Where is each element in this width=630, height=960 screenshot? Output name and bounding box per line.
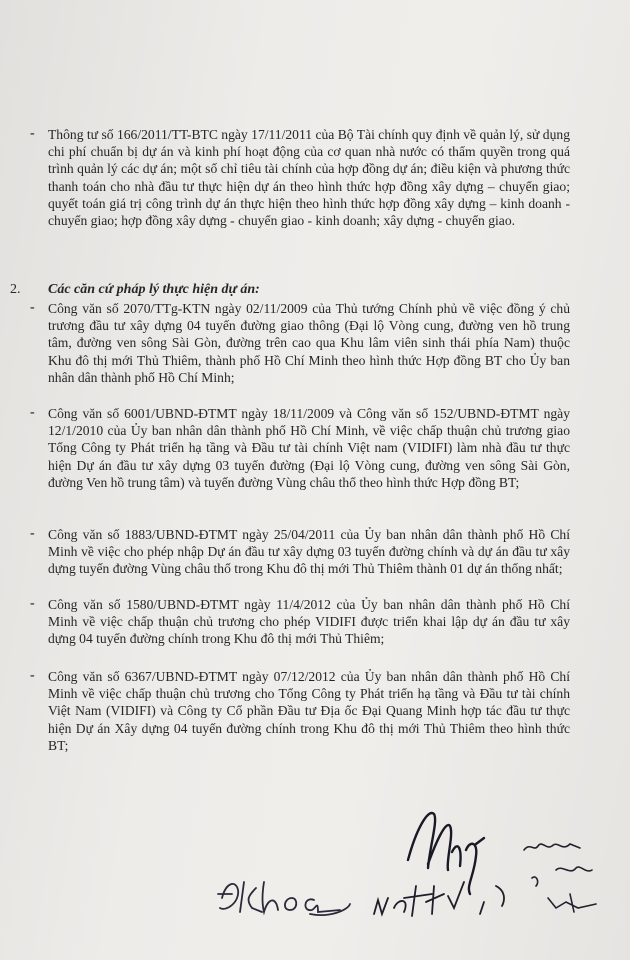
legal-basis-item: Công văn số 6001/UBND-ĐTMT ngày 18/11/2009 và Công văn số 152/UBND-ĐTMT ngày 12/1/2010 của Ủy ban nhân dân thành phố Hồ Chí Minh, về việc chấp thuận chủ trương giao Tổng Công ty Phát triển hạ tầng và Đầu tư tài chính Việt nam (VIDIFI) làm nhà đầu tư thực hiện Dự án đầu tư xây dựng 03 tuyến đường (Đại lộ Vòng cung, đường ven sông Sài Gòn, đường Ven hồ trung tâm) và tuyến đường Vùng châu thổ theo hình thức Hợp đồng BT; bbox=[48, 406, 570, 490]
circular-166-paragraph: Thông tư số 166/2011/TT-BTC ngày 17/11/2011 của Bộ Tài chính quy định về quản lý, sử dụng chi phí chuẩn bị dự án và kinh phí hoạt động của cơ quan nhà nước có thẩm quyền trong quá trình quản lý các dự án; một số chỉ tiêu tài chính của hợp đồng dự án; điều kiện và phương thức thanh toán cho nhà đầu tư thực hiện dự án theo hình thức hợp đồng xây dựng – chuyển giao; quyết toán giá trị công trình dự án thực hiện theo hình thức hợp đồng xây dựng – kinh doanh - chuyển giao; hợp đồng xây dựng - chuyển giao - kinh doanh; xây dựng - chuyển giao. bbox=[48, 127, 570, 229]
bullet-dash: - bbox=[30, 526, 35, 541]
bullet-dash: - bbox=[30, 300, 35, 315]
bullet-dash: - bbox=[30, 405, 35, 420]
signatures-area bbox=[0, 790, 630, 960]
signature-centre bbox=[374, 882, 504, 916]
bullet-dash: - bbox=[30, 126, 35, 141]
bullet-dash: - bbox=[30, 596, 35, 611]
signature-khoa bbox=[218, 882, 350, 915]
section-heading: Các căn cứ pháp lý thực hiện dự án: bbox=[48, 282, 260, 297]
bullet-dash: - bbox=[30, 668, 35, 683]
section-number: 2. bbox=[10, 282, 21, 297]
legal-basis-item: Công văn số 2070/TTg-KTN ngày 02/11/2009 của Thủ tướng Chính phủ về việc đồng ý chủ trương đầu tư xây dựng 04 tuyến đường giao thông (Đại lộ Vòng cung, đường ven hồ trung tâm, đường ven sông Sài Gòn, đường trên cao qua Khu lâm viên sinh thái phía Nam) thuộc Khu đô thị mới Thủ Thiêm, thành phố Hồ Chí Minh theo hình thức Hợp đồng BT cho Ủy ban nhân dân thành phố Hồ Chí Minh; bbox=[48, 301, 570, 385]
signature-right bbox=[524, 844, 596, 912]
legal-basis-item: Công văn số 1883/UBND-ĐTMT ngày 25/04/2011 của Ủy ban nhân dân thành phố Hồ Chí Minh về việc cho phép nhập Dự án đầu tư xây dựng 03 tuyến đường chính và dự án đầu tư xây dựng tuyến đường Vùng châu thổ trong Khu đô thị mới Thủ Thiêm thành 01 dự án thống nhất; bbox=[48, 527, 570, 577]
legal-basis-item: Công văn số 6367/UBND-ĐTMT ngày 07/12/2012 của Ủy ban nhân dân thành phố Hồ Chí Minh về việc chấp thuận chủ trương cho Tổng Công ty Phát triển hạ tầng và Đầu tư tài chính Việt Nam (VIDIFI) và Công ty Cổ phần Đầu tư Địa ốc Đại Quang Minh hợp tác đầu tư thực hiện Dự án Xây dựng 04 tuyến đường chính trong Khu đô thị mới Thủ Thiêm theo hình thức BT; bbox=[48, 669, 570, 753]
legal-basis-item: Công văn số 1580/UBND-ĐTMT ngày 11/4/2012 của Ủy ban nhân dân thành phố Hồ Chí Minh về việc chấp thuận chủ trương cho phép VIDIFI được triển khai lập dự án đầu tư xây dựng 04 tuyến đường chính trong Khu đô thị mới Thủ Thiêm; bbox=[48, 597, 570, 647]
signature-minh bbox=[408, 813, 484, 894]
